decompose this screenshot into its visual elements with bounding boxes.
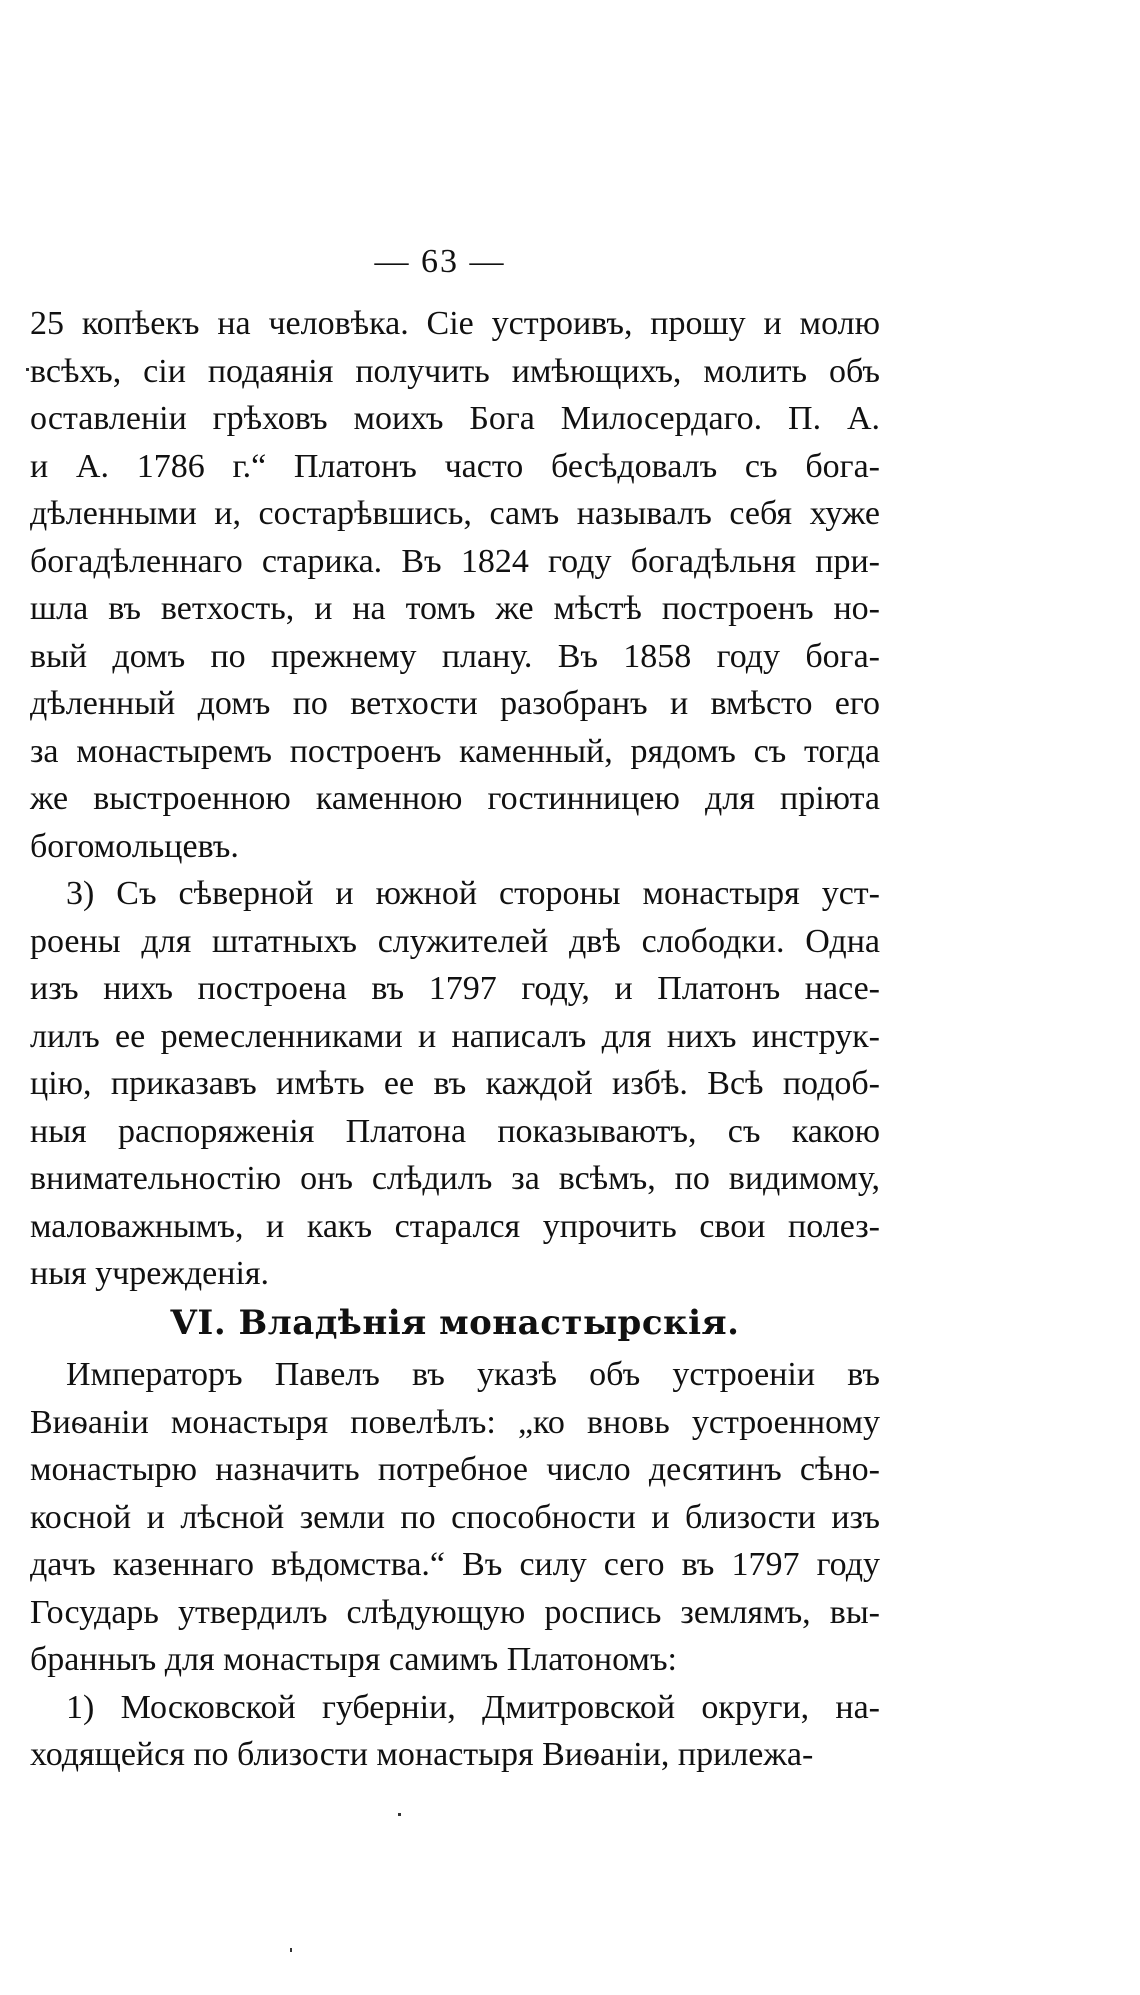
text-line: ныя распоряженія Платона показываютъ, съ какою	[30, 1112, 880, 1150]
ink-speck	[290, 1948, 292, 1952]
text-line: косной и лѣсной земли по способности и близости изъ	[30, 1498, 880, 1536]
text-line: бранныъ для монастыря самимъ Платономъ:	[30, 1641, 677, 1678]
text-line: ныя учрежденія.	[30, 1255, 270, 1292]
text-line: Государь утвердилъ слѣдующую роспись землямъ, вы-	[30, 1593, 880, 1631]
ink-speck	[398, 1813, 401, 1816]
text-after-heading	[30, 1351, 880, 1779]
text-line: монастырю назначить потребное число десятинъ сѣно-	[30, 1451, 880, 1488]
text-line: шла въ ветхость, и на томъ же мѣстѣ построенъ но-	[30, 590, 880, 627]
text-line: внимательностію онъ слѣдилъ за всѣмъ, по видимому,	[30, 1160, 880, 1197]
text-line: богомольцевъ.	[30, 827, 239, 865]
text-line: Виѳаніи монастыря повелѣлъ: „ко вновь устроенному	[30, 1403, 880, 1441]
text-line: дѣленными и, состарѣвшись, самъ называлъ себя хуже	[30, 495, 880, 532]
text-line: 25 копѣекъ на человѣка. Сіе устроивъ, прошу и молю	[30, 305, 880, 342]
text-line: цію, приказавъ имѣть ее въ каждой избѣ. Всѣ подоб-	[30, 1065, 880, 1102]
text-line: всѣхъ, сіи подаянія получить имѣющихъ, молить объ	[30, 352, 880, 390]
text-line: изъ нихъ построена въ 1797 году, и Платонъ насе-	[30, 970, 880, 1007]
text-line: оставленіи грѣховъ моихъ Бога Милосердаго. П. А.	[30, 400, 880, 437]
text-line: богадѣленнаго старика. Въ 1824 году богадѣльня при-	[30, 542, 880, 580]
text-line: и А. 1786 г.“ Платонъ часто бесѣдовалъ съ бога-	[30, 447, 880, 485]
page-text	[30, 300, 880, 1779]
text-line: ходящейся по близости монастыря Виѳаніи, прилежа-	[30, 1736, 814, 1773]
paragraph	[30, 1351, 880, 1684]
text-line: вый домъ по прежнему плану. Въ 1858 году бога-	[30, 637, 880, 675]
page-number: — 63 —	[374, 243, 506, 280]
text-line: лилъ ее ремесленниками и написалъ для нихъ инструк-	[30, 1017, 880, 1055]
text-line: маловажнымъ, и какъ старался упрочить свои полез-	[30, 1207, 880, 1245]
ink-speck	[26, 368, 29, 371]
text-line: 1) Московской губерніи, Дмитровской округи, на-	[66, 1688, 880, 1726]
section-heading: VI. Владѣнія монастырскія.	[170, 1302, 740, 1343]
paragraph	[30, 870, 880, 1298]
text-line: дѣленный домъ по ветхости разобранъ и вмѣсто его	[30, 685, 880, 722]
text-line: 3) Съ сѣверной и южной стороны монастыря уст-	[66, 875, 880, 912]
paragraph	[30, 300, 880, 870]
text-line: дачъ казеннаго вѣдомства.“ Въ силу сего въ 1797 году	[30, 1546, 880, 1583]
text-line: же выстроенною каменною гостинницею для пріюта	[30, 780, 880, 817]
text-before-heading	[30, 300, 880, 1298]
text-line: роены для штатныхъ служителей двѣ слободки. Одна	[30, 922, 880, 960]
text-line: Императоръ Павелъ въ указѣ объ устроеніи въ	[66, 1356, 880, 1393]
paragraph	[30, 1684, 880, 1779]
text-line: за монастыремъ построенъ каменный, рядомъ съ тогда	[30, 732, 880, 770]
